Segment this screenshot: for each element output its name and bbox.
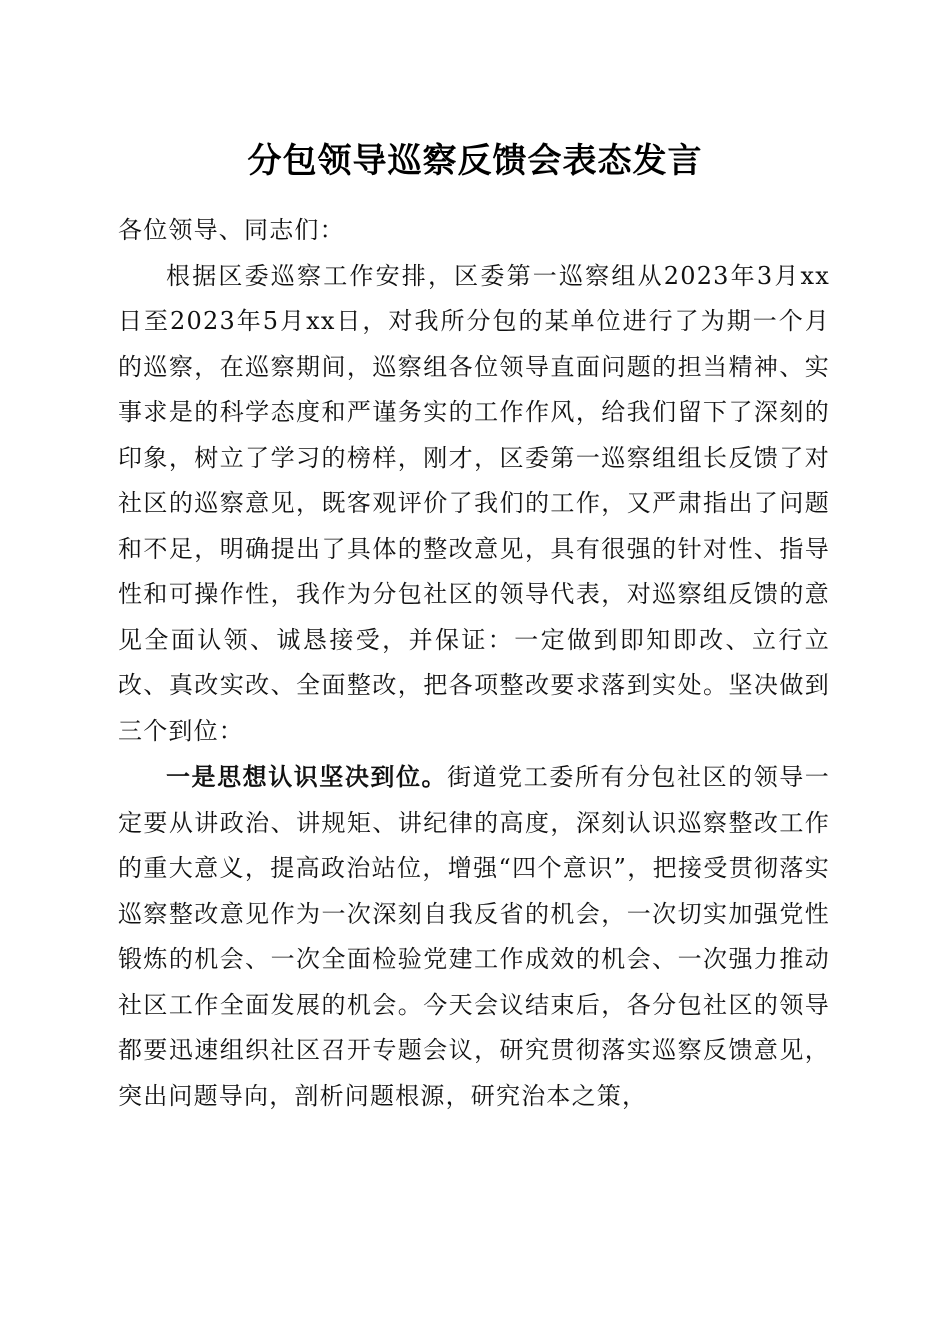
paragraph-2-body: 街道党工委所有分包社区的领导一定要从讲政治、讲规矩、讲纪律的高度，深刻认识巡察整改工作的重大意义，提高政治站位，增强“四个意识”，把接受贯彻落实巡察整改意见作为一次深刻自我反省的机会，一次切实加强党性锻炼的机会、一次全面检验党建工作成效的机会、一次强力推动社区工作全面发展的机会。今天会议结束后，各分包社区的领导都要迅速组织社区召开专题会议，研究贯彻落实巡察反馈意见，突出问题导向，剖析问题根源，研究治本之策，: [118, 763, 831, 1110]
paragraph-2: [118, 754, 830, 1119]
paragraph-2-lead: 一是思想认识坚决到位。: [166, 762, 448, 791]
document-body: [118, 208, 830, 1119]
salutation: 各位领导、同志们：: [118, 216, 345, 244]
paragraph-1: 根据区委巡察工作安排，区委第一巡察组从2023年3月xx日至2023年5月xx日，对我所分包的某单位进行了为期一个月的巡察，在巡察期间，巡察组各位领导直面问题的担当精神、实事求是的科学态度和严谨务实的工作作风，给我们留下了深刻的印象，树立了学习的榜样，刚才，区委第一巡察组组长反馈了对社区的巡察意见，既客观评价了我们的工作，又严肃指出了问题和不足，明确提出了具体的整改意见，具有很强的针对性、指导性和可操作性，我作为分包社区的领导代表，对巡察组反馈的意见全面认领、诚恳接受，并保证：一定做到即知即改、立行立改、真改实改、全面整改，把各项整改要求落到实处。坚决做到三个到位：: [118, 261, 830, 745]
document-title: 分包领导巡察反馈会表态发言: [247, 141, 703, 181]
